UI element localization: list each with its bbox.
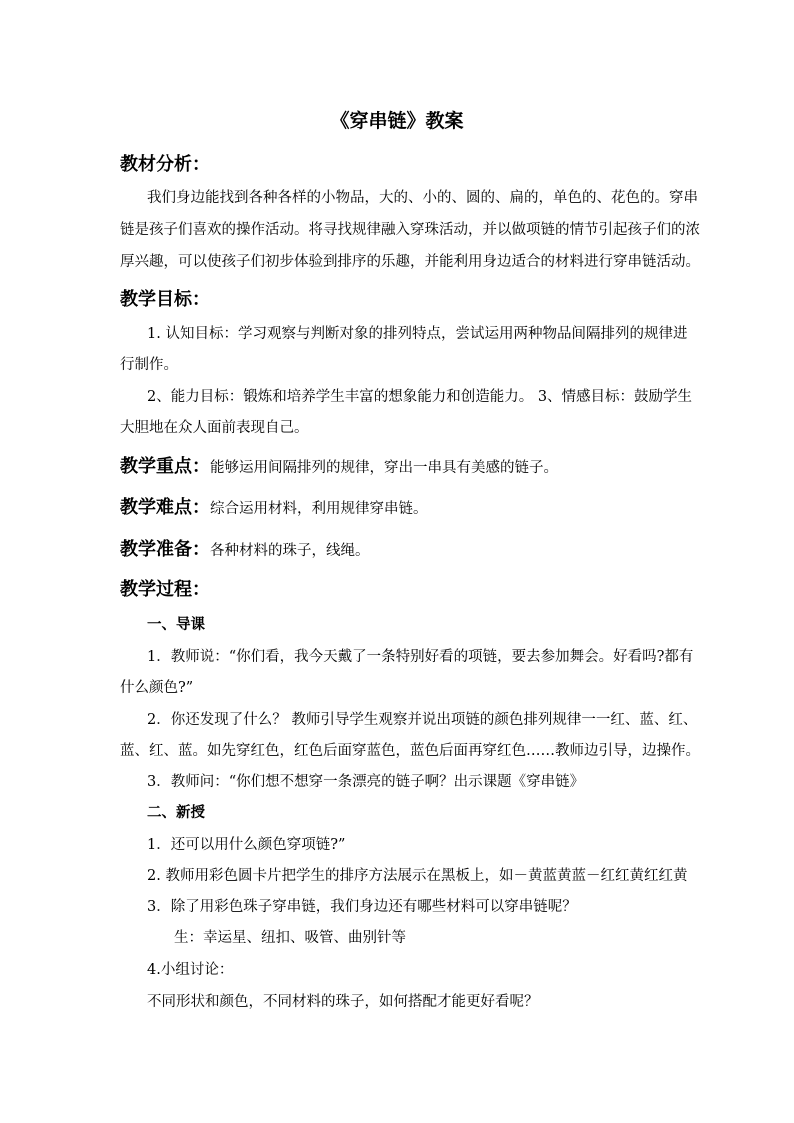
section-heading-preparation: 教学准备： — [120, 539, 210, 560]
paragraph-line: 1. 认知目标：学习观察与判断对象的排列特点，尝试运用两种物品间隔排列的规律进 — [147, 326, 688, 342]
preparation-text: 各种材料的珠子，线绳。 — [210, 543, 370, 559]
section-heading-objectives: 教学目标： — [120, 289, 210, 310]
paragraph-line: 厚兴趣，可以使孩子们初步体验到排序的乐趣，并能利用身边适合的材料进行穿串链活动。 — [120, 254, 700, 270]
paragraph-line: 3．教师问：“你们想不想穿一条漂亮的链子啊？出示课题《穿串链》 — [147, 774, 585, 790]
section-difficulties — [120, 493, 428, 519]
paragraph-line: 大胆地在众人面前表现自己。 — [120, 420, 309, 436]
difficulties-text: 综合运用材料，利用规律穿串链。 — [210, 501, 428, 517]
paragraph-line: 蓝、红、蓝。如先穿红色，红色后面穿蓝色，蓝色后面再穿红色……教师边引导，边操作。 — [120, 743, 700, 759]
document-title: 《穿串链》教案 — [330, 110, 464, 132]
paragraph-line: 4.小组讨论： — [147, 962, 234, 978]
paragraph-line: 我们身边能找到各种各样的小物品，大的、小的、圆的、扁的，单色的、花色的。穿串 — [147, 190, 698, 206]
paragraph-line: 链是孩子们喜欢的操作活动。将寻找规律融入穿珠活动，并以做项链的情节引起孩子们的浓 — [120, 222, 700, 238]
paragraph-line: 行制作。 — [120, 357, 178, 373]
paragraph-line: 3．除了用彩色珠子穿串链，我们身边还有哪些材料可以穿串链呢？ — [147, 899, 577, 915]
paragraph-line: 1．还可以用什么颜色穿项链?” — [147, 837, 346, 853]
paragraph-line: 不同形状和颜色，不同材料的珠子，如何搭配才能更好看呢？ — [147, 994, 539, 1010]
section-heading-key-points: 教学重点： — [120, 456, 210, 477]
section-key-points — [120, 452, 558, 478]
key-points-text: 能够运用间隔排列的规律，穿出一串具有美感的链子。 — [210, 460, 558, 476]
section-heading-process: 教学过程： — [120, 579, 210, 600]
section-heading-analysis: 教材分析： — [120, 154, 210, 175]
paragraph-line: 2、能力目标：锻炼和培养学生丰富的想象能力和创造能力。 3、情感目标：鼓励学生 — [147, 389, 693, 405]
paragraph-line: 什么颜色?” — [120, 680, 194, 696]
paragraph-line: 2．你还发现了什么？ 教师引导学生观察并说出项链的颜色排列规律一一红、蓝、红、 — [147, 712, 698, 728]
paragraph-line: 2. 教师用彩色圆卡片把学生的排序方法展示在黑板上，如－黄蓝黄蓝－红红黄红红黄 — [147, 868, 688, 884]
subheading-intro: 一、导课 — [147, 616, 205, 633]
section-heading-difficulties: 教学难点： — [120, 497, 210, 518]
paragraph-line: 生：幸运星、纽扣、吸管、曲别针等 — [174, 930, 406, 946]
subheading-new-teaching: 二、新授 — [147, 804, 205, 821]
paragraph-line: 1．教师说：“你们看，我今天戴了一条特别好看的项链，要去参加舞会。好看吗?都有 — [147, 649, 694, 665]
section-preparation — [120, 535, 370, 561]
